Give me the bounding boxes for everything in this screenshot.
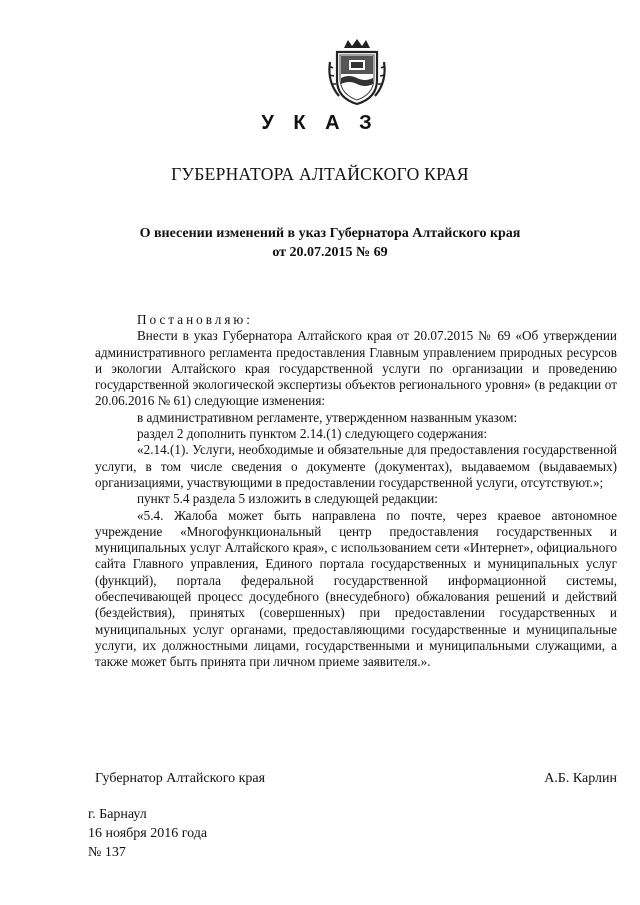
subject-line-1: О внесении изменений в указ Губернатора Алтайского края xyxy=(139,226,521,241)
body-paragraph: «2.14.(1). Услуги, необходимые и обязательные для предоставления государственной услуги, в том числе сведения о документе (документах), выдаваемом (выдаваемых) организациями, участвующими в предоставлении государственной услуги, отсутствуют.»; xyxy=(95,442,617,490)
footer-number: № 137 xyxy=(88,845,126,860)
subject-line-2: от 20.07.2015 № 69 xyxy=(272,245,388,260)
footer-date: 16 ноября 2016 года xyxy=(88,826,208,841)
body-paragraph: «5.4. Жалоба может быть направлена по почте, через краевое автономное учреждение «Многофункциональный центр предоставления государственных и муниципальных услуг Алтайского края», с использованием сети «Интернет», официального сайта Главного управления, Единого портала государственных и муниципальных услуг (функций), портала федеральной государственной информационной системы, обеспечивающей процесс досудебного (внесудебного) обжалования решений и действий (бездействия), принятых (совершенных) при предоставлении государственных и муниципальных услуг органами, предоставляющими государственные и муниципальные услуги, их должностными лицами, государственными и муниципальными служащими, а также может быть принята при личном приеме заявителя.». xyxy=(95,507,617,670)
body-paragraph: в административном регламенте, утвержденном названным указом: xyxy=(137,409,518,425)
decree-body xyxy=(95,312,617,671)
body-paragraph: раздел 2 дополнить пунктом 2.14.(1) следующего содержания: xyxy=(137,426,488,442)
footer-city: г. Барнаул xyxy=(88,807,147,822)
body-paragraph: пункт 5.4 раздела 5 изложить в следующей редакции: xyxy=(137,491,438,507)
signatory-name: А.Б. Карлин xyxy=(544,771,617,786)
preamble: Постановляю: xyxy=(137,312,253,327)
document-footer xyxy=(88,805,207,862)
issuer-title: ГУБЕРНАТОРА АЛТАЙСКОГО КРАЯ xyxy=(171,164,469,184)
document-type-title: У К А З xyxy=(261,112,379,134)
emblem-crown xyxy=(344,39,370,48)
signatory-position: Губернатор Алтайского края xyxy=(95,771,266,786)
body-paragraph: Внести в указ Губернатора Алтайского края от 20.07.2015 № 69 «Об утверждении административного регламента предоставления Главным управлением природных ресурсов и экологии Алтайского края государственной услуги по организации и проведению государственной экологической экспертизы объектов регионального уровня» (в редакции от 20.06.2016 № 61) следующие изменения: xyxy=(95,328,617,409)
decree-subject xyxy=(80,224,580,262)
coat-of-arms-emblem xyxy=(327,38,387,106)
